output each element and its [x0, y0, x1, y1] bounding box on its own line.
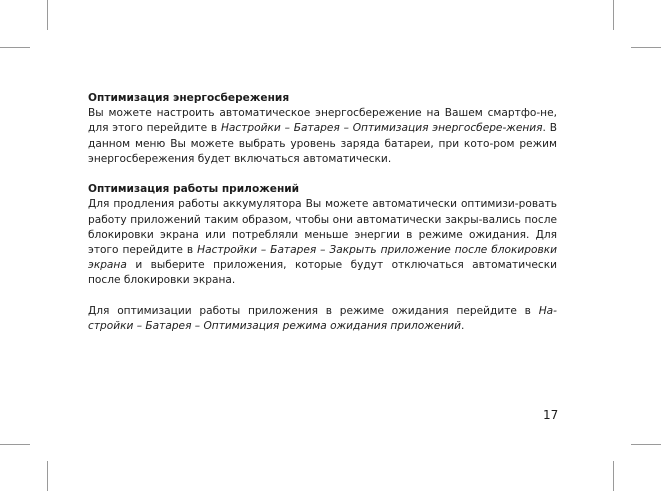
- crop-mark: [613, 0, 614, 30]
- page-content: [88, 91, 557, 334]
- crop-mark: [0, 47, 30, 48]
- body-text: . В данном меню Вы можете выбрать уровень заряда батареи, при кото-ром режим энергосбережения будет включаться автоматически.: [88, 122, 557, 165]
- body-text: .: [460, 320, 465, 333]
- crop-mark: [613, 461, 614, 491]
- crop-mark: [47, 0, 48, 30]
- settings-path: Настройки – Батарея – Оптимизация энергосбере-жения: [220, 122, 543, 135]
- crop-mark: [631, 444, 661, 445]
- page-number: 17: [543, 408, 559, 422]
- section-heading-app-optimization: Оптимизация работы приложений: [88, 183, 300, 196]
- body-text: Для продления работы аккумулятора Вы можете автоматически оптимизи-ровать работу приложений таким образом, чтобы они автоматически закры-вались после блокировки экрана или потребляли меньше энергии в режиме ожидания. Для этого перейдите в: [88, 198, 557, 257]
- crop-mark: [0, 444, 30, 445]
- section-body-power-saving: [88, 106, 557, 167]
- settings-path: Настройки – Батарея – Закрыть приложение после блокировки экрана: [88, 244, 557, 272]
- section-body-standby: [88, 304, 557, 334]
- body-text: и выберите приложения, которые будут отключаться автоматически после блокировки экрана.: [88, 259, 557, 287]
- crop-mark: [47, 461, 48, 491]
- crop-mark: [631, 47, 661, 48]
- body-text: Вы можете настроить автоматическое энергосбережение на Вашем смартфо-не, для этого перейдите в: [88, 107, 557, 135]
- settings-path: На-стройки – Батарея – Оптимизация режима ожидания приложений: [88, 304, 557, 333]
- body-text: Для оптимизации работы приложения в режиме ожидания перейдите в: [88, 304, 539, 317]
- section-heading-power-saving: Оптимизация энергосбережения: [88, 92, 290, 104]
- section-body-app-optimization: [88, 197, 557, 288]
